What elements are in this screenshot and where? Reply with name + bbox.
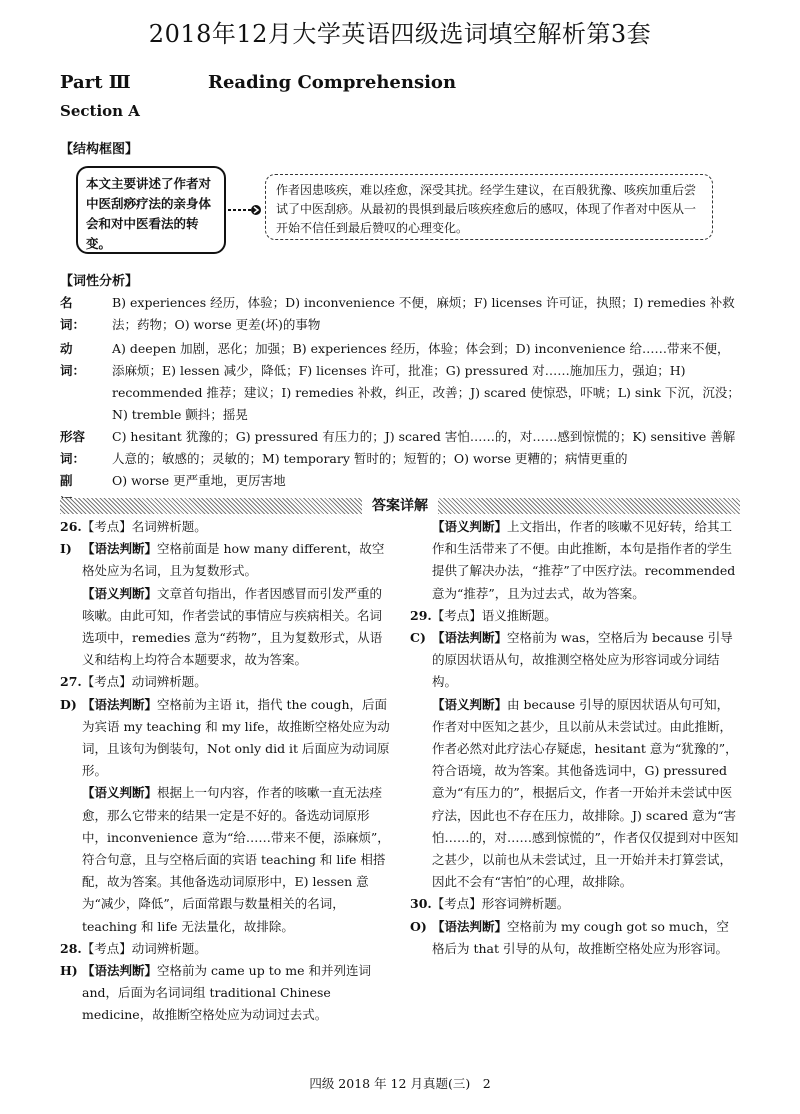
part-number: Part Ⅲ — [60, 72, 131, 93]
answers-title: 答案详解 — [362, 495, 438, 515]
page-title: 2018年12月大学英语四级选词填空解析第3套 — [148, 20, 652, 48]
question-28 — [60, 938, 390, 1027]
meaning-note: 【语义判断】由 because 引导的原因状语从句可知，作者对中医知之甚少，且以前从未尝试过。由此推断，作者必然对此疗法心存疑虑，hesitant 意为“犹豫的”，符合语境，故为答案。其他备选词中，G) pressured 意为“有压力的”，根据后文，作者一开始并未尝试中医疗法，因此也不存在压力，故排除。J) scared 意为“害怕……的，对……感到惊慌的”，作者仅仅提到对中医知之甚少，以前也从未尝试过，且一开始并未打算尝试，因此不会有“害怕”的心理，故排除。 — [432, 696, 739, 890]
answer-letter: C) — [410, 630, 426, 646]
question-topic: 【考点】名词辨析题。 — [81, 519, 207, 534]
left-column — [60, 516, 390, 1027]
pos-row-adverb — [60, 470, 740, 492]
grammar-note: 【语法判断】空格前面是 how many different，故空格处应为名词，且为复数形式。 — [82, 541, 385, 579]
pos-row-adjective — [60, 426, 740, 470]
summary-box: 本文主要讲述了作者对中医刮痧疗法的亲身体会和对中医看法的转变。 — [76, 166, 226, 254]
meaning-note: 【语义判断】文章首句指出，作者因感冒而引发严重的咳嗽。由此可知，作者尝试的事情应与疾病相关。名词选项中，remedies 意为“药物”，且为复数形式，从语义和结构上均符合本题要求，故为答案。 — [82, 585, 383, 668]
question-number: 27. — [60, 674, 82, 690]
question-topic: 【考点】动词辨析题。 — [81, 674, 207, 690]
section-heading: Section A — [60, 102, 140, 120]
pos-tag: 形容词： — [60, 429, 86, 466]
question-topic: 【考点】语义推断题。 — [431, 607, 557, 623]
question-number: 28. — [60, 940, 82, 956]
question-29 — [410, 605, 740, 894]
question-28-continued — [410, 516, 740, 605]
grammar-note: 【语法判断】空格前为 my cough got so much，空格后为 that 引导的从句，故推断空格处应为形容词。 — [432, 918, 729, 956]
question-number: 30. — [410, 896, 432, 912]
question-27 — [60, 671, 390, 937]
part-heading — [60, 72, 457, 93]
arrow-right-icon — [228, 204, 262, 216]
part-title: Reading Comprehension — [208, 72, 457, 93]
grammar-note: 【语法判断】空格前为主语 it，指代 the cough，后面为宾语 my teaching 和 my life，故推断空格处应为动词，且该句为倒装句，Not only did it 后面应为动词原形。 — [82, 696, 390, 779]
question-topic: 【考点】动词辨析题。 — [81, 940, 207, 956]
pos-text: C) hesitant 犹豫的；G) pressured 有压力的；J) scared 害怕……的，对……感到惊慌的；K) sensitive 善解人意的；敏感的；灵敏的；M) temporary 暂时的；短暂的；O) worse 更糟的；病情更重的 — [112, 429, 736, 466]
pos-text: O) worse 更严重地，更厉害地 — [112, 473, 286, 488]
question-topic: 【考点】形容词辨析题。 — [431, 896, 570, 912]
question-number: 26. — [60, 519, 82, 534]
pos-row-verb — [60, 338, 740, 426]
answers-divider — [60, 498, 740, 514]
page-footer: 四级 2018 年 12 月真题(三) 2 — [309, 1076, 491, 1091]
pos-label: 【词性分析】 — [60, 274, 139, 289]
answer-letter: I) — [60, 541, 72, 557]
pos-text: A) deepen 加剧，恶化；加强；B) experiences 经历，体验；体会到；D) inconvenience 给……带来不便，添麻烦；E) lessen 减少，降低；F) licenses 许可，批准；G) pressured 对……施加压力，强迫；H) recommended 推荐；建议；I) remedies 补救，纠正，改善；J) scared 使惊恐，吓唬；L) sink 下沉，沉没；N) tremble 颤抖；摇晃 — [112, 341, 740, 422]
question-26 — [60, 516, 390, 671]
detail-box: 作者因患咳疾，难以痊愈，深受其扰。经学生建议，在百般犹豫、咳疾加重后尝试了中医刮痧。从最初的畏惧到最后咳疾痊愈后的感叹，体现了作者对中医从一开始不信任到最后赞叹的心理变化。 — [265, 174, 713, 240]
answer-letter: O) — [410, 918, 427, 934]
pos-row-noun — [60, 292, 740, 336]
meaning-note: 【语义判断】上文指出，作者的咳嗽不见好转，给其工作和生活带来了不便。由此推断，本句是指作者的学生提供了解决办法，“推荐”了中医疗法。recommended 意为“推荐”，且为过去式，故为答案。 — [432, 519, 736, 601]
right-column — [410, 516, 740, 960]
question-30 — [410, 893, 740, 960]
answer-letter: D) — [60, 696, 77, 712]
pos-tag: 动 词： — [60, 341, 86, 378]
pos-tag: 名 词： — [60, 295, 86, 332]
pos-tag: 副 — [60, 473, 73, 488]
meaning-note: 【语义判断】根据上一句内容，作者的咳嗽一直无法痊愈，那么它带来的结果一定是不好的。备选动词原形中，inconvenience 意为“给……带来不便，添麻烦”，符合句意，且与空格后面的宾语 teaching 和 life 相搭配，故为答案。其他备选动词原形中，E) lessen 意为“减少，降低”，后面常跟与数量相关的名词，teaching 和 life 无法量化，故排除。 — [82, 785, 390, 934]
grammar-note: 【语法判断】空格前为 came up to me 和并列连词 and，后面为名词词组 traditional Chinese medicine，故推断空格处应为动词过去式。 — [82, 963, 371, 1023]
question-number: 29. — [410, 607, 432, 623]
answer-letter: H) — [60, 963, 78, 979]
grammar-note: 【语法判断】空格前为 was，空格后为 because 引导的原因状语从句，故推测空格处应为形容词或分词结构。 — [432, 630, 733, 690]
structure-label: 【结构框图】 — [60, 142, 139, 157]
pos-text: B) experiences 经历，体验；D) inconvenience 不便，麻烦；F) licenses 许可证，执照；I) remedies 补救法；药物；O) worse 更差(坏)的事物 — [112, 295, 735, 332]
